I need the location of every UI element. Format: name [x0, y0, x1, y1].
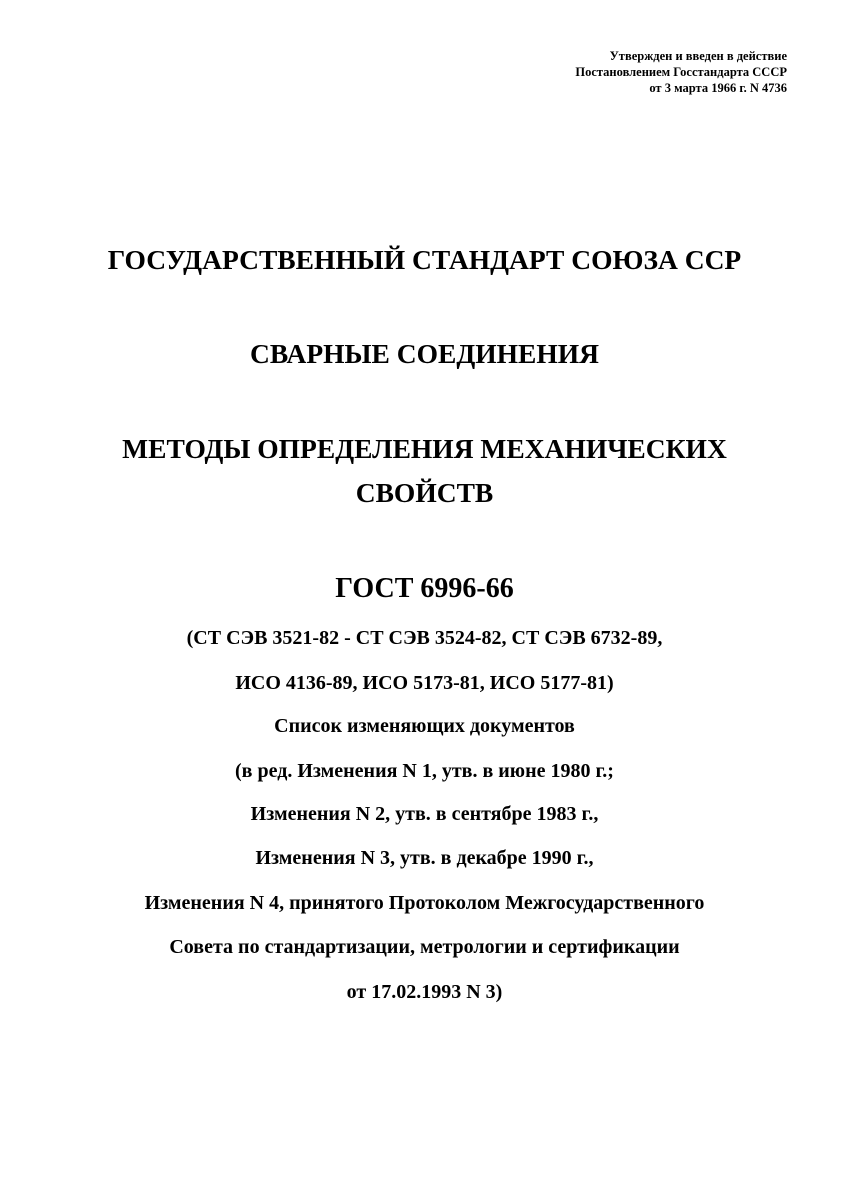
approval-block: [575, 48, 787, 96]
title-line-2: СВОЙСТВ: [355, 477, 494, 508]
gost-number: ГОСТ 6996-66: [335, 573, 514, 604]
approval-line-2: Постановлением Госстандарта СССР: [575, 65, 787, 79]
amendment-line-6: от 17.02.1993 N 3): [346, 981, 503, 1003]
references-line-1: (СТ СЭВ 3521-82 - СТ СЭВ 3524-82, СТ СЭВ 6732-89,: [186, 627, 663, 649]
state-standard-heading: ГОСУДАРСТВЕННЫЙ СТАНДАРТ СОЮЗА ССР: [107, 244, 742, 275]
references-line-2: ИСО 4136-89, ИСО 5173-81, ИСО 5177-81): [235, 672, 614, 694]
title-line-1: МЕТОДЫ ОПРЕДЕЛЕНИЯ МЕХАНИЧЕСКИХ: [122, 433, 727, 464]
subject-heading: СВАРНЫЕ СОЕДИНЕНИЯ: [249, 338, 599, 369]
approval-line-3: от 3 марта 1966 г. N 4736: [649, 81, 787, 95]
amendments-caption: Список изменяющих документов: [274, 715, 575, 737]
amendment-line-4: Изменения N 4, принятого Протоколом Межгосударственного: [144, 892, 705, 914]
amendment-line-2: Изменения N 2, утв. в сентябре 1983 г.,: [250, 803, 599, 825]
amendment-line-3: Изменения N 3, утв. в декабре 1990 г.,: [255, 847, 594, 869]
amendment-line-5: Совета по стандартизации, метрологии и сертификации: [169, 936, 680, 958]
approval-line-1: Утвержден и введен в действие: [609, 49, 787, 63]
amendment-line-1: (в ред. Изменения N 1, утв. в июне 1980 г.;: [235, 760, 614, 782]
